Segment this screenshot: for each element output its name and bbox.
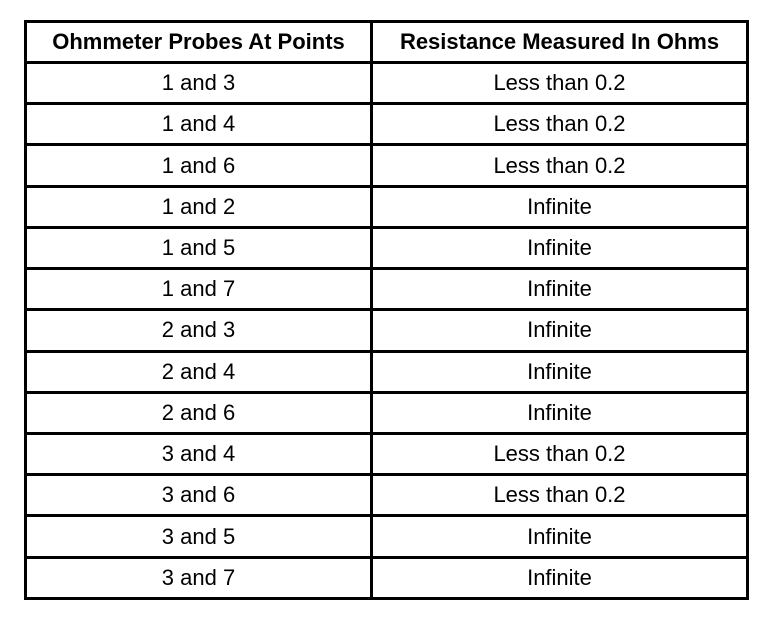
- resistance-cell: Infinite: [372, 557, 748, 598]
- probe-points-cell: 3 and 6: [26, 475, 372, 516]
- probe-points-cell: 1 and 2: [26, 186, 372, 227]
- probe-points-cell: 1 and 4: [26, 104, 372, 145]
- table-header: [26, 22, 748, 63]
- table-row: [26, 516, 748, 557]
- ohmmeter-readings-table: [24, 20, 749, 600]
- resistance-cell: Less than 0.2: [372, 475, 748, 516]
- header-probes-at-points: Ohmmeter Probes At Points: [26, 22, 372, 63]
- table-row: [26, 227, 748, 268]
- probe-points-cell: 3 and 5: [26, 516, 372, 557]
- table-row: [26, 145, 748, 186]
- resistance-cell: Infinite: [372, 269, 748, 310]
- probe-points-cell: 1 and 5: [26, 227, 372, 268]
- resistance-cell: Infinite: [372, 392, 748, 433]
- probe-points-cell: 1 and 6: [26, 145, 372, 186]
- table-row: [26, 186, 748, 227]
- resistance-cell: Infinite: [372, 516, 748, 557]
- resistance-cell: Infinite: [372, 227, 748, 268]
- table-row: [26, 392, 748, 433]
- resistance-cell: Infinite: [372, 310, 748, 351]
- table-body: [26, 63, 748, 599]
- table-row: [26, 433, 748, 474]
- probe-points-cell: 2 and 4: [26, 351, 372, 392]
- probe-points-cell: 3 and 7: [26, 557, 372, 598]
- resistance-cell: Less than 0.2: [372, 104, 748, 145]
- resistance-cell: Less than 0.2: [372, 63, 748, 104]
- resistance-cell: Infinite: [372, 186, 748, 227]
- probe-points-cell: 3 and 4: [26, 433, 372, 474]
- table-header-row: [26, 22, 748, 63]
- table-row: [26, 310, 748, 351]
- header-resistance-measured: Resistance Measured In Ohms: [372, 22, 748, 63]
- table-row: [26, 269, 748, 310]
- probe-points-cell: 2 and 3: [26, 310, 372, 351]
- probe-points-cell: 1 and 3: [26, 63, 372, 104]
- table-row: [26, 475, 748, 516]
- table-row: [26, 63, 748, 104]
- table-row: [26, 104, 748, 145]
- probe-points-cell: 2 and 6: [26, 392, 372, 433]
- table-row: [26, 557, 748, 598]
- resistance-cell: Less than 0.2: [372, 433, 748, 474]
- probe-points-cell: 1 and 7: [26, 269, 372, 310]
- resistance-cell: Less than 0.2: [372, 145, 748, 186]
- table-row: [26, 351, 748, 392]
- resistance-cell: Infinite: [372, 351, 748, 392]
